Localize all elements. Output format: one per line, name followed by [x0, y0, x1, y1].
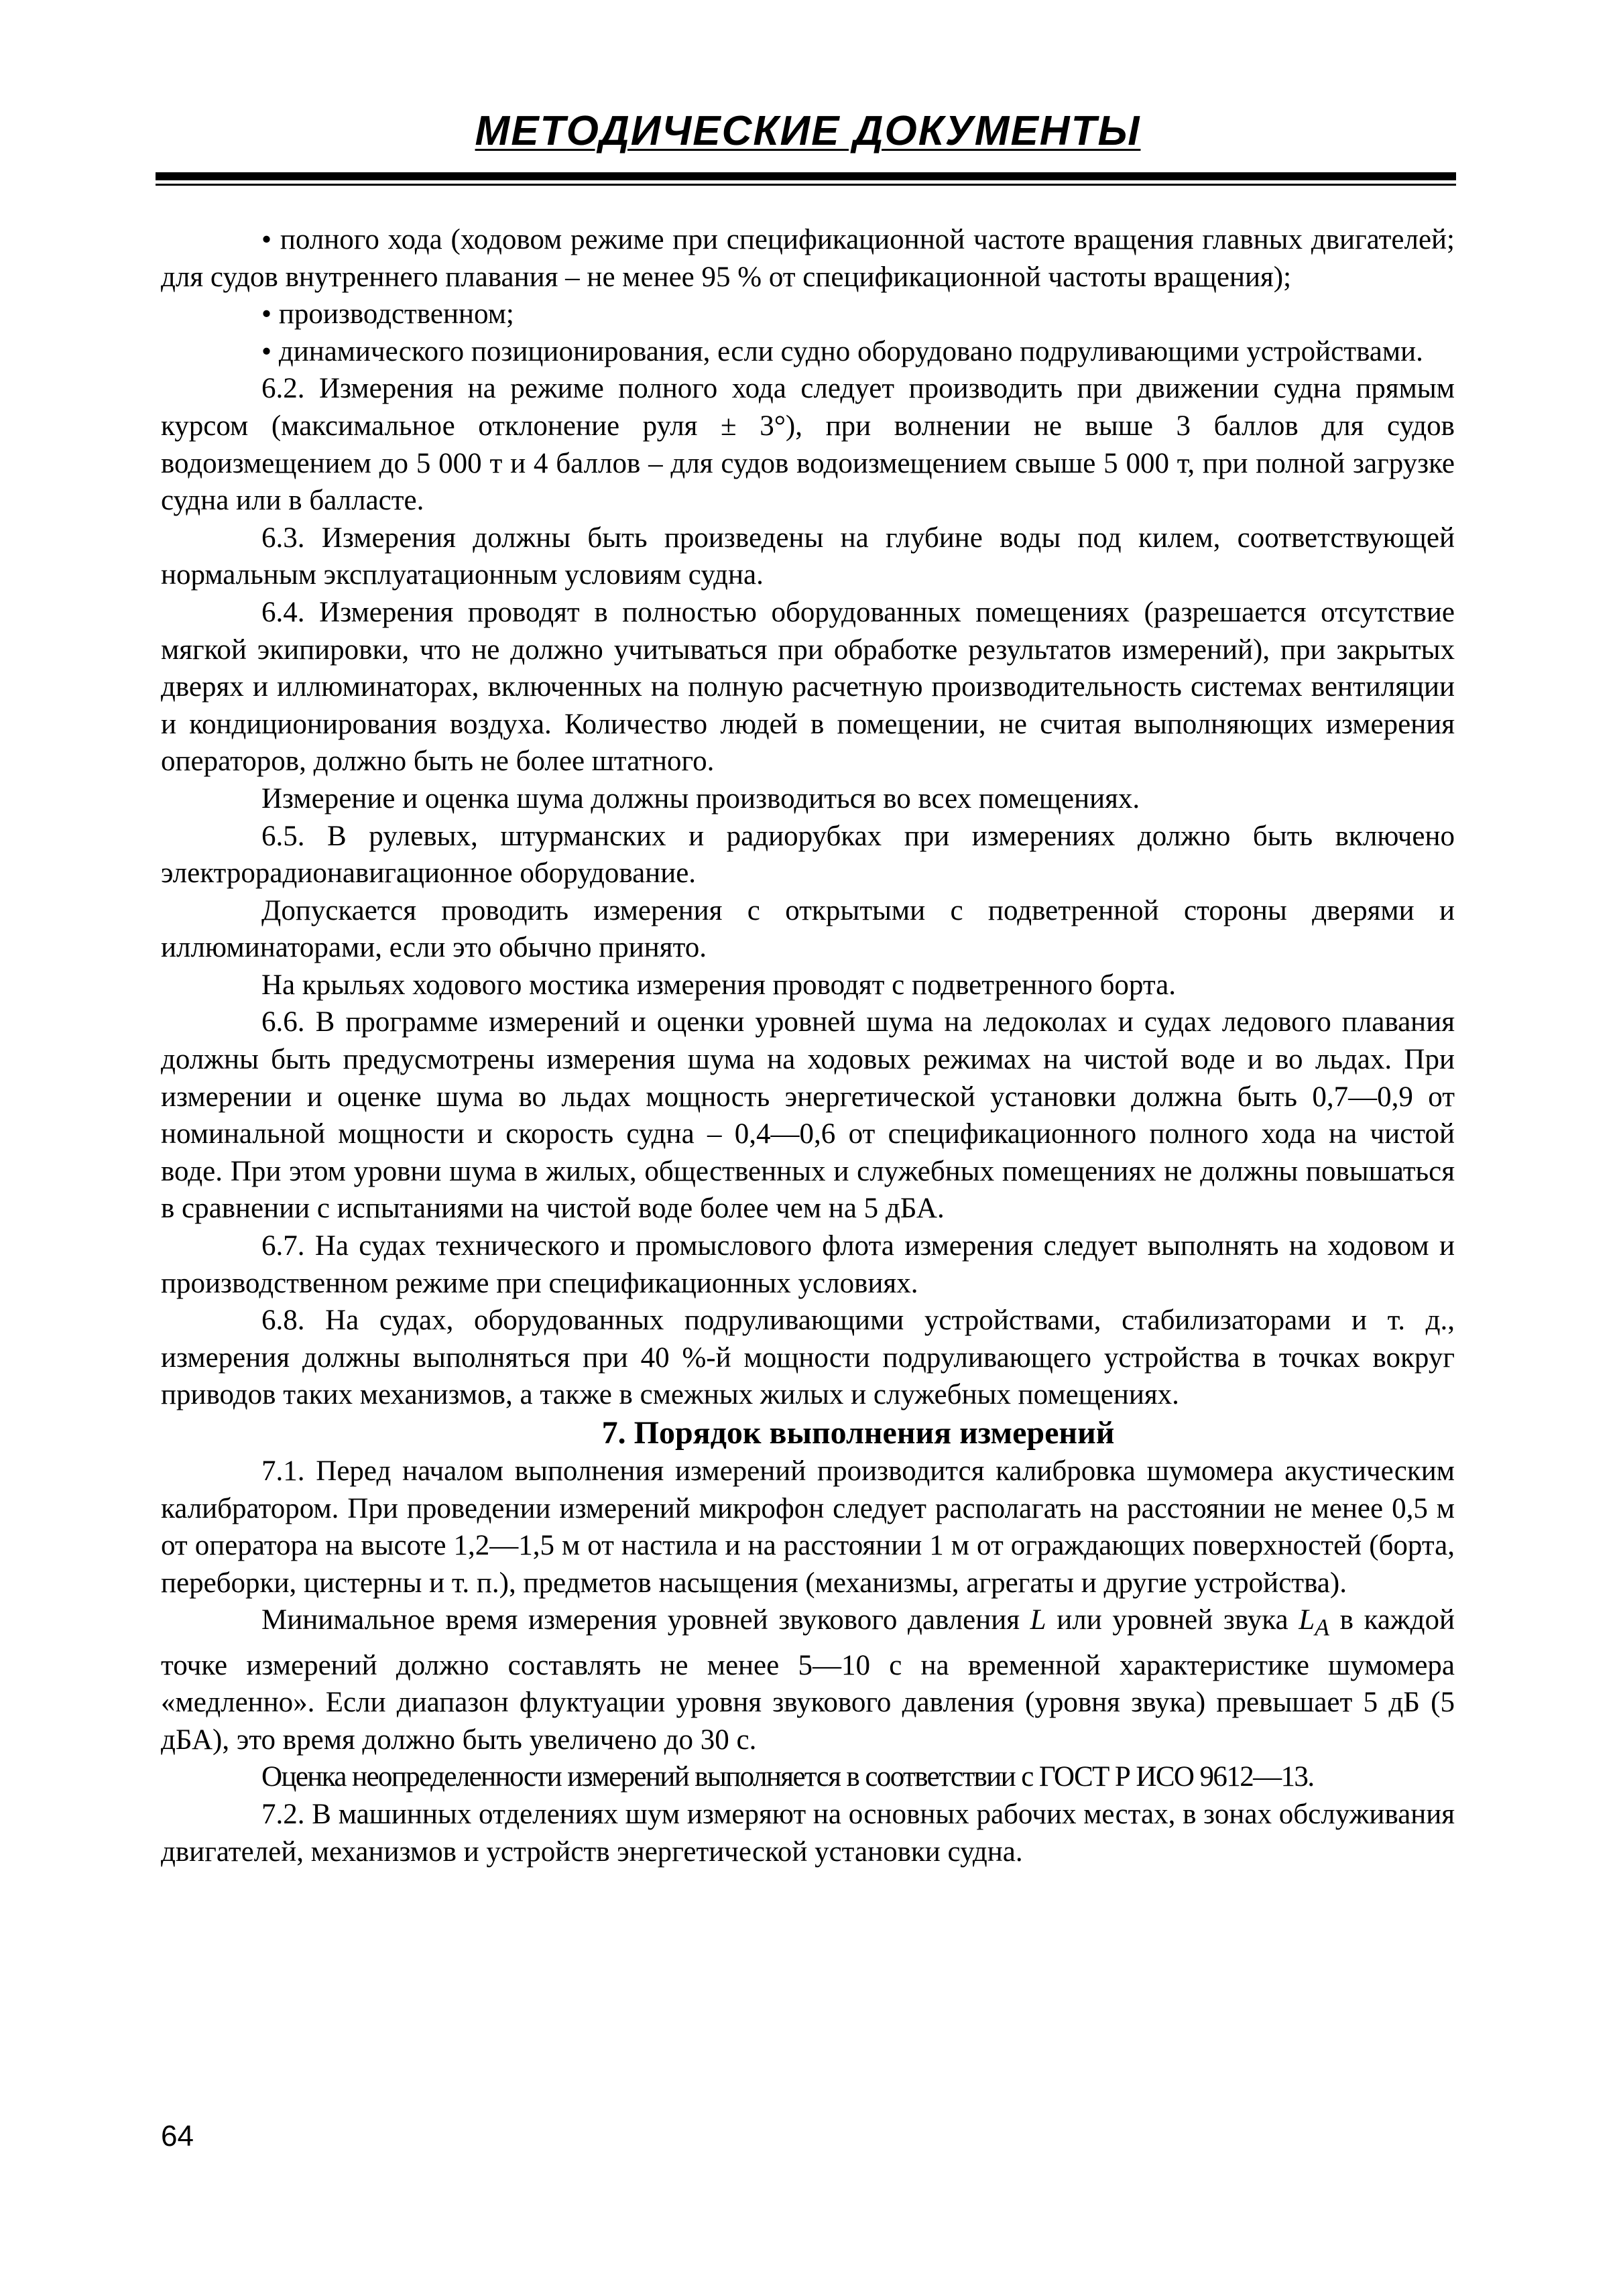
paragraph-6-6: 6.6. В программе измерений и оценки уровней шума на ледоколах и судах ледового плавания должны быть предусмотрены измерения шума на ходовых режимах на чистой воде и во льдах. При измерении и оценке шума во льдах мощность энергетической установки должна быть 0,7—0,9 от номинальной мощности и скорость судна – 0,4—0,6 от спецификационного полного хода на чистой воде. При этом уровни шума в жилых, общественных и служебных помещениях не должны повышаться в сравнении с испытаниями на чистой воде более чем на 5 дБА.: [161, 1006, 1455, 1225]
text-run: Минимальное время измерения уровней звукового давления: [261, 1604, 1030, 1636]
paragraph-7-1: 7.1. Перед началом выполнения измерений производится калибровка шумомера акустическим калибратором. При проведении измерений микрофон следует располагать на расстоянии не менее 0,5 м от оператора на высоте 1,2—1,5 м от настила и на расстоянии 1 м от ограждающих поверхностей (борта, переборки, цистерны и т. п.), предметов насыщения (механизмы, агрегаты и другие устройства).: [161, 1455, 1455, 1599]
symbol-l: L: [1030, 1604, 1046, 1636]
paragraph-6-3: 6.3. Измерения должны быть произведены на глубине воды под килем, соответствующей нормальным эксплуатационным условиям судна.: [161, 522, 1455, 591]
text-run: или уровней звука: [1046, 1604, 1299, 1636]
bullet-text: производственном;: [278, 298, 514, 330]
body-text: [161, 221, 1455, 1870]
bullet-icon: •: [261, 298, 272, 330]
paragraph-6-4-note: Измерение и оценка шума должны производиться во всех помещениях.: [261, 782, 1140, 814]
bullet-icon: •: [261, 335, 272, 367]
header-rule-thick: [156, 172, 1456, 180]
running-header: [161, 107, 1455, 156]
paragraph-6-5: 6.5. В рулевых, штурманских и радиорубках при измерениях должно быть включено электрорадионавигационное оборудование.: [161, 820, 1455, 890]
bullet-item: [161, 296, 1455, 333]
symbol-la-subscript: A: [1315, 1614, 1329, 1641]
paragraph-6-4: 6.4. Измерения проводят в полностью оборудованных помещениях (разрешается отсутствие мягкой экипировки, что не должно учитываться при обработке результатов измерений), при закрытых дверях и иллюминаторах, включенных на полную расчетную производительность системах вентиляции и кондиционирования воздуха. Количество людей в помещении, не считая выполняющих измерения операторов, должно быть не более штатного.: [161, 596, 1455, 778]
paragraph-7-2: 7.2. В машинных отделениях шум измеряют на основных рабочих местах, в зонах обслуживания двигателей, механизмов и устройств энергетической установки судна.: [161, 1798, 1455, 1868]
bullet-item: [161, 221, 1455, 296]
page-number: 64: [161, 2120, 194, 2153]
paragraph-6-5-note-1: Допускается проводить измерения с открытыми с подветренной стороны дверями и иллюминаторами, если это обычно принято.: [161, 894, 1455, 964]
text-run: в каждой точке измерений должно составлять не менее 5—10 с на временной характеристике шумомера «медленно». Если диапазон флуктуации уровня звукового давления (уровня звука) превышает 5 дБ (5 дБА), это время должно быть увеличено до 30 с.: [161, 1604, 1455, 1756]
bullet-text: динамического позиционирования, если судно оборудовано подруливающими устройствами.: [278, 335, 1423, 367]
section-heading: 7. Порядок выполнения измерений: [601, 1415, 1115, 1451]
symbol-la: L: [1299, 1604, 1315, 1636]
header-title: МЕТОДИЧЕСКИЕ ДОКУМЕНТЫ: [475, 108, 1141, 154]
bullet-item: [161, 333, 1455, 371]
paragraph-7-1-time: [161, 1602, 1455, 1758]
bullet-icon: •: [261, 224, 272, 255]
paragraph-uncertainty: Оценка неопределенности измерений выполняется в соответствии с ГОСТ Р ИСО 9612—13.: [261, 1761, 1314, 1793]
paragraph-6-2: 6.2. Измерения на режиме полного хода следует производить при движении судна прямым курсом (максимальное отклонение руля ± 3°), при волнении не выше 3 баллов для судов водоизмещением до 5 000 т и 4 баллов – для судов водоизмещением свыше 5 000 т, при полной загрузке судна или в балласте.: [161, 373, 1455, 517]
bullet-text: полного хода (ходовом режиме при спецификационной частоте вращения главных двигателей; для судов внутреннего плавания – не менее 95 % от спецификационной частоты вращения);: [161, 224, 1455, 293]
paragraph-6-8: 6.8. На судах, оборудованных подруливающими устройствами, стабилизаторами и т. д., измерения должны выполняться при 40 %-й мощности подруливающего устройства в точках вокруг приводов таких механизмов, а также в смежных жилых и служебных помещениях.: [161, 1305, 1455, 1411]
paragraph-6-7: 6.7. На судах технического и промыслового флота измерения следует выполнять на ходовом и производственном режиме при спецификационных условиях.: [161, 1230, 1455, 1299]
header-rule-thin: [156, 184, 1456, 186]
paragraph-6-5-note-2: На крыльях ходового мостика измерения проводят с подветренного борта.: [261, 969, 1176, 1001]
